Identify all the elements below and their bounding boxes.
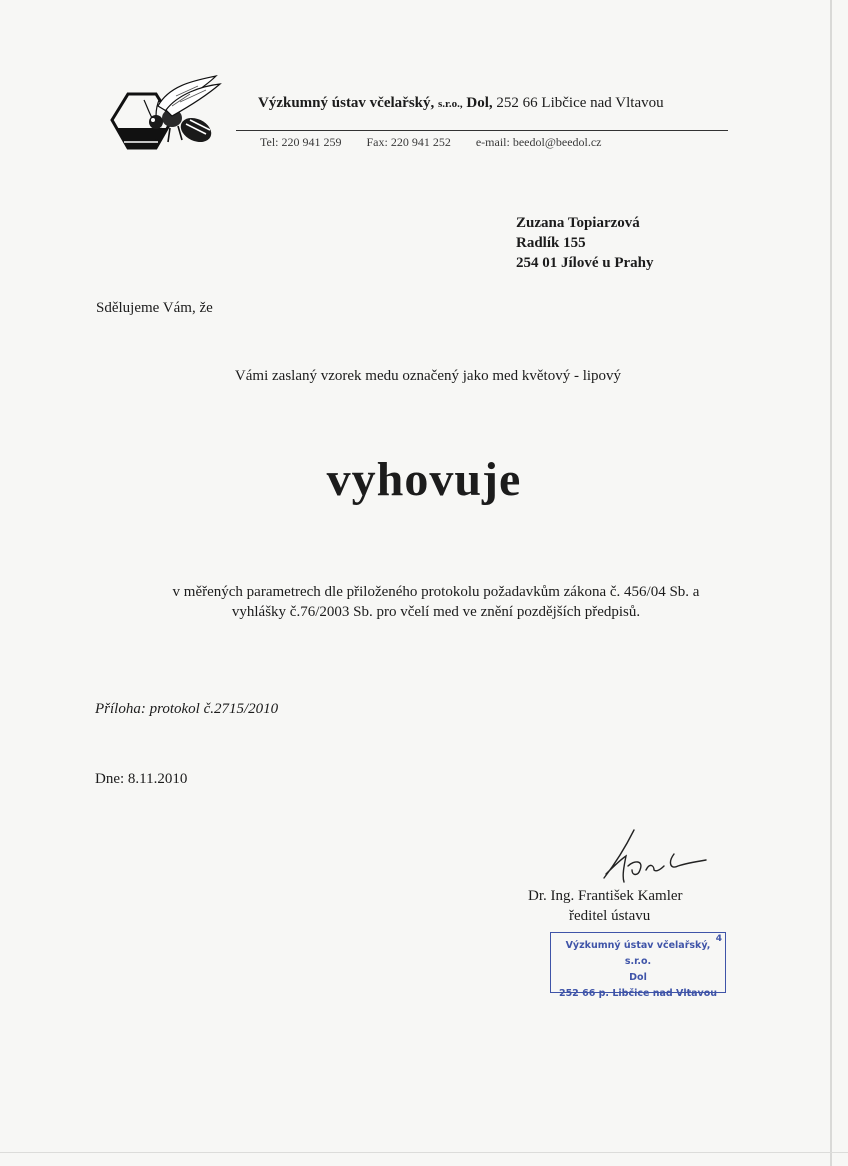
org-place: Dol, bbox=[466, 95, 493, 111]
institute-stamp bbox=[550, 932, 726, 999]
body-line-2: vyhlášky č.76/2003 Sb. pro včelí med ve znění pozdějších předpisů. bbox=[231, 604, 641, 620]
tel: Tel: 220 941 259 bbox=[260, 135, 342, 149]
org-legal-form: s.r.o., bbox=[438, 98, 463, 110]
stamp-number: 4 bbox=[715, 934, 722, 944]
scan-edge-bottom bbox=[0, 1152, 848, 1153]
verdict-heading: vyhovuje bbox=[326, 453, 522, 506]
signer-role: ředitel ústavu bbox=[569, 908, 651, 924]
org-name: Výzkumný ústav včelařský, bbox=[258, 95, 435, 111]
stamp-line-2: Dol bbox=[629, 972, 647, 983]
intro-line: Vámi zaslaný vzorek medu označený jako med květový - lipový bbox=[234, 368, 622, 384]
email: e-mail: beedol@beedol.cz bbox=[475, 135, 602, 149]
greeting: Sdělujeme Vám, že bbox=[96, 300, 213, 316]
bee-logo-icon bbox=[106, 74, 224, 174]
recipient-name: Zuzana Topiarzová bbox=[516, 215, 640, 231]
recipient-city: 254 01 Jílové u Prahy bbox=[516, 255, 654, 271]
org-contacts bbox=[260, 135, 624, 150]
recipient-address bbox=[516, 213, 654, 273]
letter-date: Dne: 8.11.2010 bbox=[95, 771, 188, 787]
recipient-street: Radlík 155 bbox=[516, 235, 586, 251]
stamp-line-1: Výzkumný ústav včelařský, s.r.o. bbox=[565, 940, 711, 967]
header-divider bbox=[236, 130, 728, 131]
signer-block bbox=[528, 886, 683, 926]
attachment-note: Příloha: protokol č.2715/2010 bbox=[95, 701, 279, 717]
stamp-line-3: 252 66 p. Libčice nad Vltavou bbox=[558, 988, 718, 999]
handwritten-signature bbox=[594, 826, 714, 888]
fax: Fax: 220 941 252 bbox=[366, 135, 451, 149]
body-line-1: v měřených parametrech dle přiloženého protokolu požadavkům zákona č. 456/04 Sb. a bbox=[172, 584, 700, 600]
signer-name: Dr. Ing. František Kamler bbox=[528, 888, 683, 904]
letter-body bbox=[0, 582, 848, 622]
org-header bbox=[258, 95, 664, 112]
org-address: 252 66 Libčice nad Vltavou bbox=[496, 95, 664, 111]
